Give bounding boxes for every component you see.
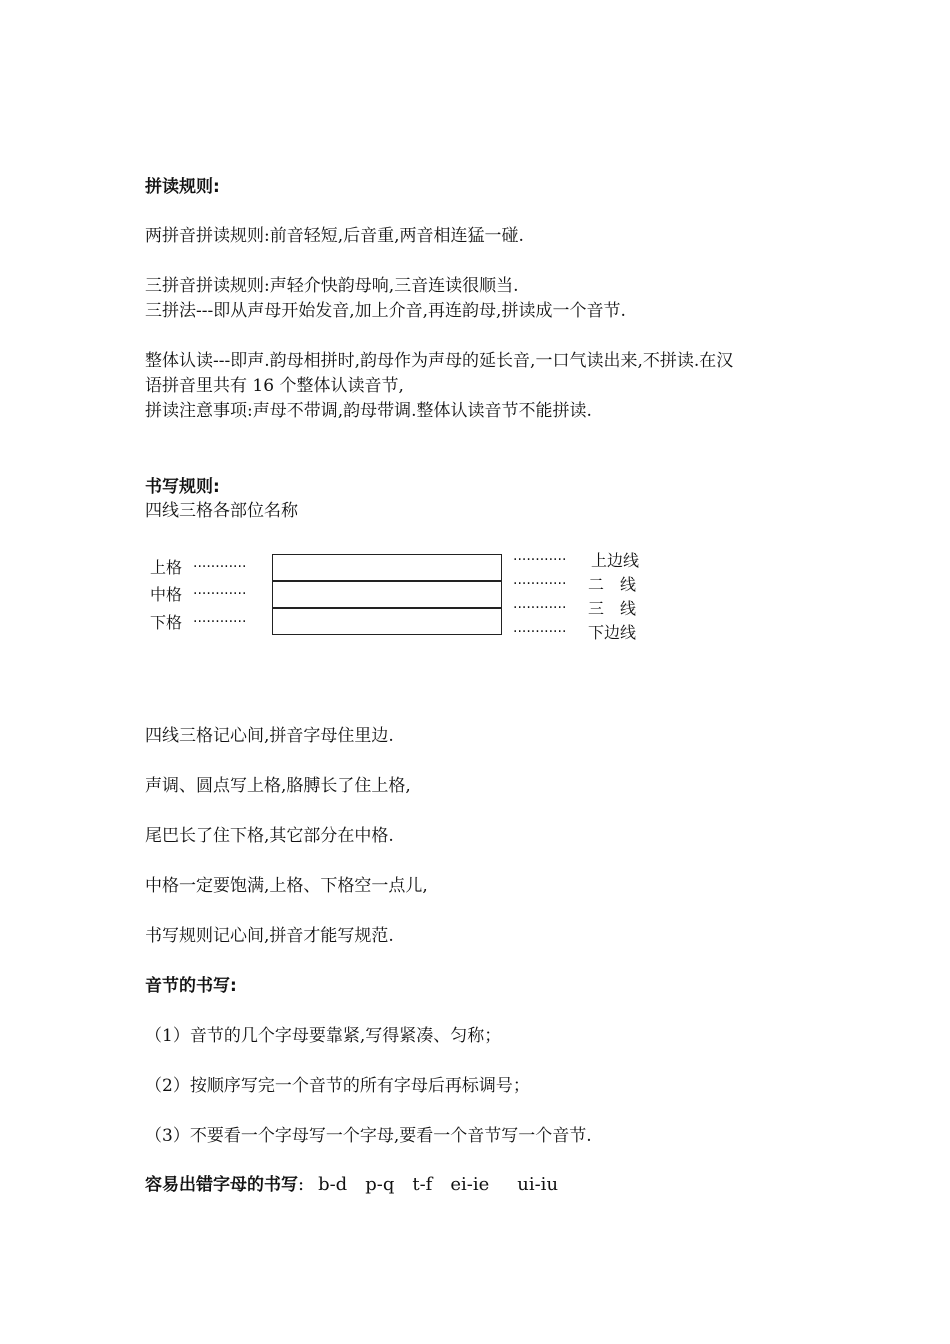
four-line-grid-subtitle: 四线三格各部位名称 — [145, 501, 298, 521]
three-syllable-method: 三拼法---即从声母开始发音,加上介音,再连韵母,拼读成一个音节. — [145, 301, 626, 321]
top-line-label: 上边线 — [591, 551, 640, 570]
confusing-letters-label: 容易出错字母的书写 — [145, 1175, 298, 1195]
reading-notes: 拼读注意事项:声母不带调,韵母带调.整体认读音节不能拼读. — [145, 401, 592, 421]
rhyme-line-1: 四线三格记心间,拼音字母住里边. — [145, 726, 394, 746]
third-line-dots: ············ — [513, 600, 567, 616]
whole-reading-line-2: 语拼音里共有 16 个整体认读音节, — [145, 376, 404, 396]
upper-cell — [272, 554, 502, 581]
middle-cell-dots: ············ — [193, 586, 247, 602]
upper-cell-dots: ············ — [193, 559, 247, 575]
rhyme-line-3: 尾巴长了住下格,其它部分在中格. — [145, 826, 394, 846]
lower-cell — [272, 608, 502, 635]
syllable-rule-1: （1）音节的几个字母要靠紧,写得紧凑、匀称； — [145, 1026, 502, 1046]
writing-rules-heading: 书写规则: — [145, 477, 220, 497]
syllable-rule-3: （3）不要看一个字母写一个字母,要看一个音节写一个音节. — [145, 1126, 592, 1146]
bottom-line-dots: ············ — [513, 624, 567, 640]
letter-pair: t-f — [412, 1174, 433, 1195]
three-syllable-rule: 三拼音拼读规则:声轻介快韵母响,三音连读很顺当. — [145, 276, 519, 296]
whole-reading-line-1: 整体认读---即声.韵母相拼时,韵母作为声母的延长音,一口气读出来,不拼读.在汉 — [145, 351, 734, 371]
reading-rules-heading: 拼读规则: — [145, 177, 220, 197]
syllable-writing-heading: 音节的书写: — [145, 976, 237, 996]
upper-cell-label: 上格 — [150, 558, 183, 577]
rhyme-line-4: 中格一定要饱满,上格、下格空一点儿, — [145, 876, 428, 896]
letter-pair: ui-iu — [517, 1174, 559, 1195]
bottom-line-label: 下边线 — [588, 623, 637, 642]
rhyme-line-2: 声调、圆点写上格,胳膊长了住上格, — [145, 776, 411, 796]
rhyme-line-5: 书写规则记心间,拼音才能写规范. — [145, 926, 394, 946]
two-syllable-rule: 两拼音拼读规则:前音轻短,后音重,两音相连猛一碰. — [145, 226, 524, 246]
four-line-three-grid-diagram — [145, 548, 665, 648]
third-line-label: 三 线 — [588, 599, 637, 618]
confusing-letters-colon: : — [298, 1174, 305, 1195]
confusing-letters-line — [145, 1174, 558, 1196]
second-line-label: 二 线 — [588, 575, 637, 594]
middle-cell-label: 中格 — [150, 585, 183, 604]
lower-cell-dots: ············ — [193, 614, 247, 630]
letter-pair: p-q — [365, 1174, 395, 1195]
top-line-dots: ············ — [513, 552, 567, 568]
letter-pair: ei-ie — [450, 1174, 490, 1195]
second-line-dots: ············ — [513, 576, 567, 592]
middle-cell — [272, 581, 502, 608]
letter-pair: b-d — [318, 1174, 348, 1195]
lower-cell-label: 下格 — [150, 613, 183, 632]
syllable-rule-2: （2）按顺序写完一个音节的所有字母后再标调号； — [145, 1076, 530, 1096]
